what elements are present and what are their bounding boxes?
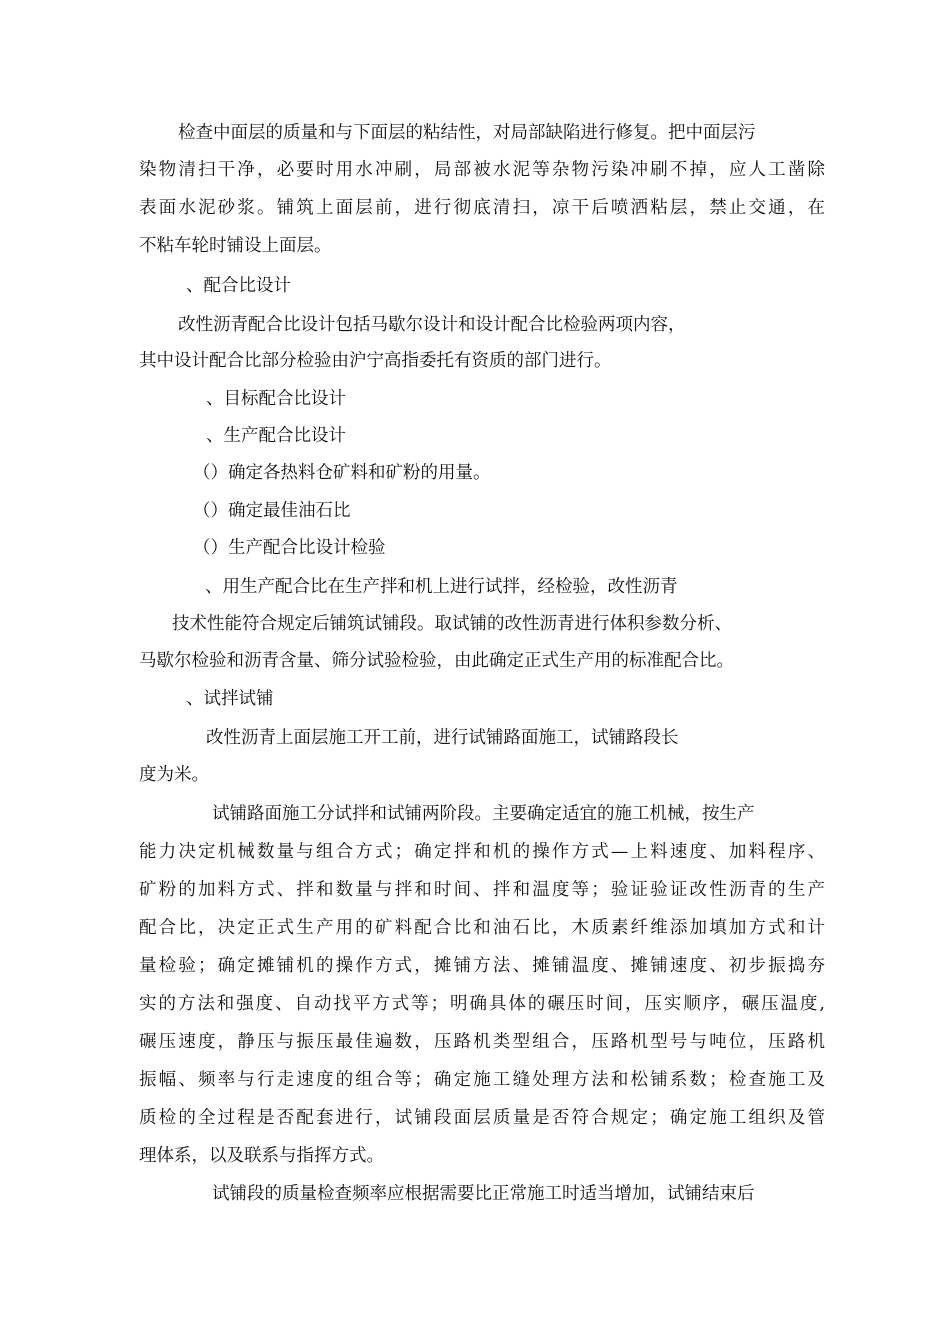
paragraph-line: 改性沥青上面层施工开工前，进行试铺路面施工，试铺路段长 [206, 728, 679, 748]
paragraph-line: 度为米。 [139, 765, 209, 785]
subsection-heading: 、生产配合比设计 [206, 426, 346, 446]
paragraph-line: 能力决定机械数量与组合方式；确定拌和机的操作方式—上料速度、加料程序、 [139, 842, 825, 862]
subsection-heading: 、目标配合比设计 [206, 389, 346, 409]
section-heading: 、试拌试铺 [186, 689, 274, 709]
paragraph-line: 试铺路面施工分试拌和试铺两阶段。主要确定适宜的施工机械，按生产 [212, 804, 755, 824]
paragraph-line: 表面水泥砂浆。铺筑上面层前，进行彻底清扫，凉干后喷洒粘层，禁止交通，在 [139, 198, 825, 218]
list-item: （）生产配合比设计检验 [193, 538, 386, 558]
paragraph-line: 、用生产配合比在生产拌和机上进行试拌，经检验，改性沥青 [205, 577, 678, 597]
paragraph-line: 染物清扫干净，必要时用水冲刷，局部被水泥等杂物污染冲刷不掉，应人工凿除 [139, 160, 825, 180]
paragraph-line: 振幅、频率与行走速度的组合等；确定施工缝处理方法和松铺系数；检查施工及 [139, 1070, 825, 1090]
paragraph-line: 质检的全过程是否配套进行，试铺段面层质量是否符合规定；确定施工组织及管 [139, 1108, 825, 1128]
paragraph-line: 碾压速度，静压与振压最佳遍数，压路机类型组合，压路机型号与吨位，压路机 [139, 1032, 825, 1052]
paragraph-line: 不粘车轮时铺设上面层。 [139, 236, 332, 256]
paragraph-line: 技术性能符合规定后铺筑试铺段。取试铺的改性沥青进行体积参数分析、 [172, 614, 732, 634]
paragraph-line: 量检验；确定摊铺机的操作方式，摊铺方法、摊铺温度、摊铺速度、初步振捣夯 [139, 956, 825, 976]
paragraph-line: 检查中面层的质量和与下面层的粘结性，对局部缺陷进行修复。把中面层污 [178, 123, 756, 143]
paragraph-line: 改性沥青配合比设计包括马歇尔设计和设计配合比检验两项内容， [178, 315, 686, 335]
paragraph-line: 马歇尔检验和沥青含量、筛分试验检验，由此确定正式生产用的标准配合比。 [139, 651, 734, 671]
paragraph-line: 矿粉的加料方式、拌和数量与拌和时间、拌和温度等；验证验证改性沥青的生产 [139, 880, 825, 900]
list-item: （）确定最佳油石比 [193, 501, 351, 521]
list-item: （）确定各热料仓矿料和矿粉的用量。 [193, 463, 491, 483]
paragraph-line: 实的方法和强度、自动找平方式等；明确具体的碾压时间，压实顺序，碾压温度, [139, 994, 825, 1014]
paragraph-line: 试铺段的质量检查频率应根据需要比正常施工时适当增加，试铺结束后 [212, 1184, 755, 1204]
paragraph-line: 配合比，决定正式生产用的矿料配合比和油石比，木质素纤维添加填加方式和计 [139, 918, 825, 938]
section-heading: 、配合比设计 [186, 276, 291, 296]
paragraph-line: 理体系，以及联系与指挥方式。 [139, 1146, 384, 1166]
paragraph-line: 其中设计配合比部分检验由沪宁高指委托有资质的部门进行。 [139, 351, 612, 371]
